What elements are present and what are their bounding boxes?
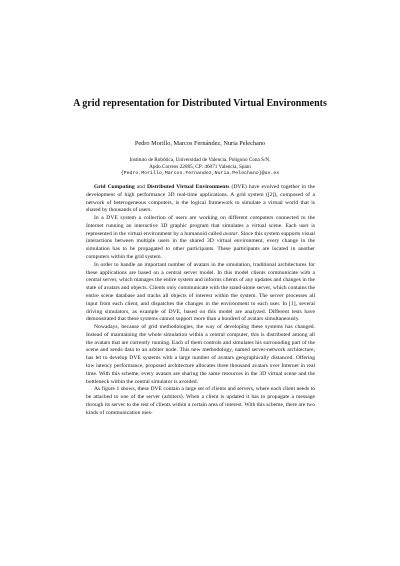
paper-body (86, 184, 315, 417)
paragraph-1 (86, 184, 315, 215)
author-list: Pedro Morillo, Marcos Fernández, Nuria Pelechano (134, 140, 266, 147)
term-avatar: avatar (223, 230, 238, 237)
affiliation-institute: Instituto de Robótica, Universidad de Valencia. Poligono Cona S/N. (129, 157, 271, 163)
conjunction-text: and (134, 184, 147, 190)
affiliation-block (60, 157, 340, 177)
paragraph-1-text: (DVE) have evolved together in the development of high performance 3D real-time applications. A grid system ([2]), composed of a network of heterogeneous computers, is the logical framework to simulate a virtual world that is shared by thousands of users. (86, 184, 316, 214)
paragraph-2-text-a: In a DVE system a collection of users are working on different computers connected to the Internet running an interactive 3D graphic program that simulates a virtual scene. Each user is represented in the virtual environment by a humanoid called (86, 215, 315, 237)
paragraph-5: As figure 1 shows, these DVE contain a large set of clients and servers, where each client needs to be attached to one of the server (arbiters). When a client is updated it has to propagate a message through its server to the rest of clients within a certain area of interest. With this scheme, there are two kinds of communication mes- (86, 386, 315, 416)
term-grid-computing: Grid Computing (94, 184, 135, 190)
paper-title: A grid representation for Distributed Virtual Environments (73, 98, 327, 109)
term-dve: Distributed Virtual Environments (146, 184, 230, 190)
paragraph-3: In order to handle an important number of avatars in the simulation, traditional architectures for these applications are based on a central server model. In this model clients communicate with a central server, which manages the entire system and informs clients of any updates and changes in the state of avatars and objects. Clients only communicate with the stand-alone server, which contains the entire scene database and tracks all objects of interest within the system. The server processes all input from each client, and dispatches the changes in the environment to each user. In [1], several driving simulators, as example of DVE, based on this model are analyzed. Different tests have demonstrated that these systems cannot support more than a hundred of avatars simultaneously. (86, 261, 315, 323)
paragraph-2 (86, 215, 315, 262)
author-emails: {Pedro.Morillo,Marcos.Fernandez,Nuria.Pelechano}@uv.es (120, 170, 280, 176)
paragraph-4: Nowadays, because of grid methodologies, the way of developing these systems has changed. Instead of maintaining the whole simulation within a central computer, this is distributed among all the avatars that are currently running. Each of them controls and simulates his surrounding part of the scene and sends data to an arbiter node. This new methodology, named server-network architecture, has let to develop DVE systems with a large number of avatars geographically distanced. Offering low latency performance, proposed architecture allocates three thousand avatars over Internet in real time. With this scheme, every avatars are sharing the same resources in the 3D virtual scene and the bottleneck within the central simulator is avoided. (86, 324, 315, 385)
affiliation-address: Apdo.Correos 22085, CP: 46071 Valencia, Spain (149, 163, 251, 170)
paragraph-2-text-b: . Since this system supports visual interactions between multiple users in the shared 3D virtual environment, every change in the simulation has to be propagated to other participants. These participants are located in another computers within the grid system. (86, 230, 315, 261)
